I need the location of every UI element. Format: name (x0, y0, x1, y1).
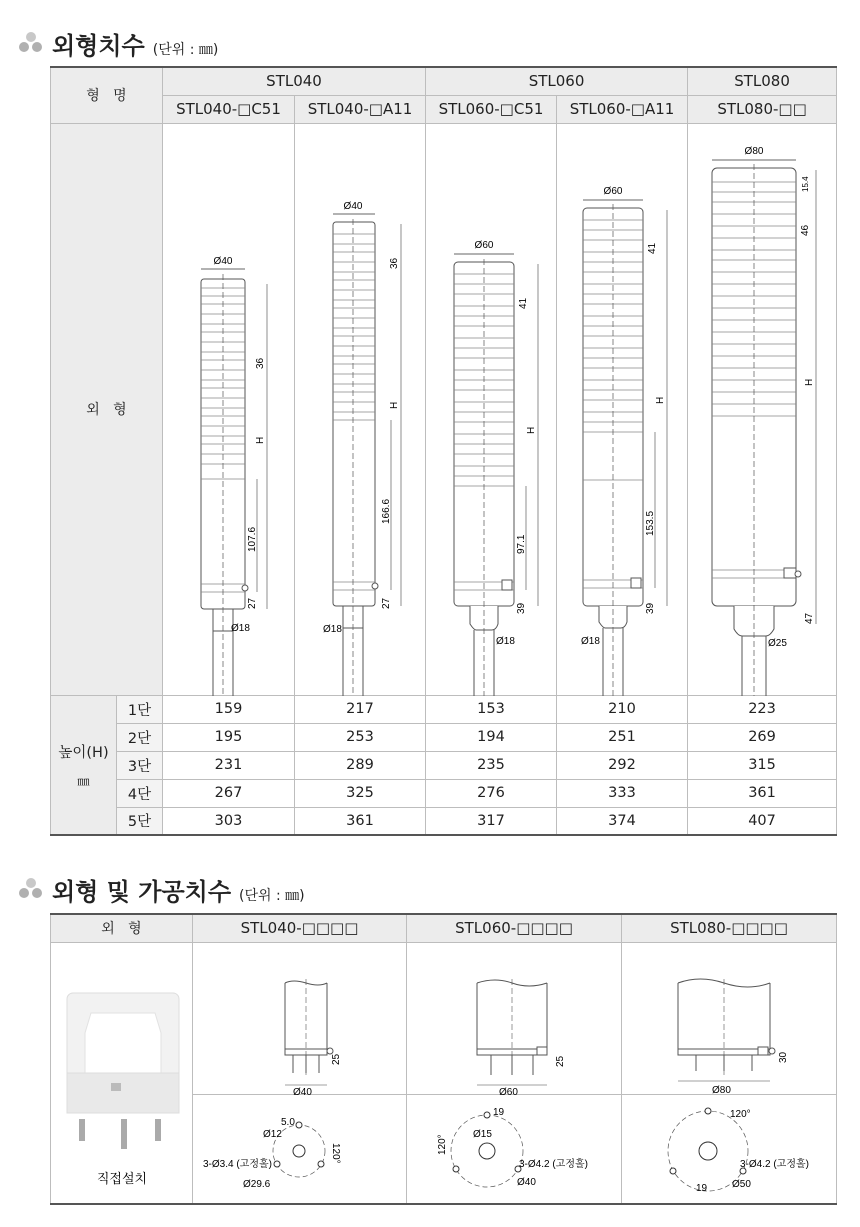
height-cell: 315 (688, 751, 837, 779)
height-cell: 361 (688, 779, 837, 807)
height-label: 높이(H) ㎜ (51, 695, 117, 835)
svg-text:39: 39 (645, 602, 657, 614)
dim-h: H (255, 436, 266, 444)
svg-text:Ø15: Ø15 (473, 1128, 492, 1140)
svg-text:25: 25 (331, 1053, 342, 1065)
dim-base: 27 (247, 597, 258, 609)
model-stl080: STL080-□□ (688, 95, 837, 123)
dim-body: 107.6 (247, 526, 258, 552)
drawing-stl060-a11 (557, 123, 688, 695)
model2-stl060: STL060-□□□□ (407, 914, 622, 942)
svg-text:3-Ø4.2 (고정홀): 3-Ø4.2 (고정홀) (519, 1158, 588, 1170)
section2-title (18, 872, 305, 907)
svg-text:Ø40: Ø40 (293, 1086, 312, 1095)
svg-text:19: 19 (493, 1106, 505, 1118)
svg-text:Ø40: Ø40 (517, 1176, 536, 1188)
model2-stl040: STL040-□□□□ (193, 914, 407, 942)
height-cell: 317 (426, 807, 557, 835)
svg-text:97.1: 97.1 (516, 534, 528, 554)
side-view-stl040 (193, 942, 407, 1094)
svg-text:166.6: 166.6 (381, 498, 392, 524)
svg-text:H: H (389, 401, 400, 409)
height-cell: 361 (295, 807, 426, 835)
side-view-stl080 (622, 942, 837, 1094)
mounting-table (50, 913, 837, 1205)
svg-text:120°: 120° (330, 1142, 341, 1164)
hole-view-stl040 (193, 1094, 407, 1204)
dim-foot: Ø18 (231, 622, 250, 634)
height-cell: 210 (557, 695, 688, 723)
height-cell: 276 (426, 779, 557, 807)
model-stl060-c51: STL060-□C51 (426, 95, 557, 123)
height-cell: 217 (295, 695, 426, 723)
svg-text:H: H (526, 426, 538, 434)
svg-text:Ø40: Ø40 (343, 200, 363, 212)
bullet-dots-icon (18, 32, 44, 54)
height-cell: 325 (295, 779, 426, 807)
tier-1: 1단 (117, 695, 163, 723)
model-label: 형 명 (51, 67, 163, 123)
svg-text:15.4: 15.4 (801, 175, 811, 192)
svg-text:Ø12: Ø12 (263, 1128, 282, 1140)
height-cell: 374 (557, 807, 688, 835)
svg-text:Ø18: Ø18 (581, 635, 600, 647)
svg-text:46: 46 (800, 224, 812, 236)
svg-text:36: 36 (389, 257, 400, 269)
dimension-table (50, 66, 837, 836)
height-cell: 289 (295, 751, 426, 779)
svg-text:Ø60: Ø60 (474, 239, 494, 251)
height-cell: 194 (426, 723, 557, 751)
group-stl040: STL040 (163, 67, 426, 95)
svg-text:Ø18: Ø18 (496, 635, 515, 647)
height-cell: 195 (163, 723, 295, 751)
bullet-dots-icon (18, 878, 44, 900)
height-cell: 267 (163, 779, 295, 807)
model-stl040-a11: STL040-□A11 (295, 95, 426, 123)
model2-stl080: STL080-□□□□ (622, 914, 837, 942)
product-photo-cell (51, 942, 193, 1204)
hole-view-stl060 (407, 1094, 622, 1204)
hole-view-stl080 (622, 1094, 837, 1204)
svg-text:25: 25 (555, 1055, 566, 1067)
svg-text:41: 41 (647, 242, 659, 254)
height-cell: 223 (688, 695, 837, 723)
svg-text:47: 47 (804, 612, 816, 624)
svg-text:41: 41 (518, 297, 530, 309)
drawing-stl060-c51 (426, 123, 557, 695)
svg-text:Ø25: Ø25 (768, 637, 787, 649)
side-view-stl060 (407, 942, 622, 1094)
dim-seg: 36 (255, 357, 266, 369)
svg-text:153.5: 153.5 (645, 510, 657, 536)
height-cell: 159 (163, 695, 295, 723)
group-stl060: STL060 (426, 67, 688, 95)
tier-2: 2단 (117, 723, 163, 751)
section1-title (18, 26, 218, 61)
height-cell: 333 (557, 779, 688, 807)
svg-text:H: H (804, 378, 816, 386)
drawing-stl040-a11 (295, 123, 426, 695)
height-cell: 253 (295, 723, 426, 751)
model-stl060-a11: STL060-□A11 (557, 95, 688, 123)
svg-text:Ø18: Ø18 (323, 623, 342, 635)
svg-text:27: 27 (381, 597, 392, 609)
tier-5: 5단 (117, 807, 163, 835)
section1-heading: 외형치수 (52, 32, 145, 60)
install-label: 직접설치 (96, 1171, 148, 1187)
tier-4: 4단 (117, 779, 163, 807)
height-cell: 303 (163, 807, 295, 835)
svg-text:5.0: 5.0 (281, 1116, 295, 1128)
svg-text:Ø29.6: Ø29.6 (243, 1178, 271, 1190)
svg-text:120°: 120° (437, 1133, 448, 1155)
svg-text:19: 19 (696, 1182, 708, 1194)
shape-label: 외 형 (51, 123, 163, 695)
group-stl080: STL080 (688, 67, 837, 95)
shape-label-2: 외 형 (51, 914, 193, 942)
svg-text:Ø60: Ø60 (603, 185, 623, 197)
svg-text:3-Ø4.2 (고정홀): 3-Ø4.2 (고정홀) (740, 1158, 809, 1170)
svg-text:39: 39 (516, 602, 528, 614)
model-stl040-c51: STL040-□C51 (163, 95, 295, 123)
tier-3: 3단 (117, 751, 163, 779)
height-cell: 153 (426, 695, 557, 723)
svg-text:H: H (655, 396, 667, 404)
svg-text:Ø80: Ø80 (744, 145, 764, 157)
svg-text:Ø80: Ø80 (712, 1084, 731, 1095)
svg-text:30: 30 (778, 1051, 789, 1063)
svg-text:120°: 120° (730, 1108, 751, 1120)
section2-unit: (단위 : ㎜) (239, 888, 305, 904)
svg-text:3-Ø3.4 (고정홀): 3-Ø3.4 (고정홀) (203, 1158, 272, 1170)
section1-unit: (단위 : ㎜) (152, 42, 219, 58)
height-cell: 269 (688, 723, 837, 751)
drawing-stl040-c51 (163, 123, 295, 695)
height-cell: 407 (688, 807, 837, 835)
svg-text:Ø50: Ø50 (732, 1178, 751, 1190)
height-cell: 231 (163, 751, 295, 779)
drawing-stl080 (688, 123, 837, 695)
height-cell: 292 (557, 751, 688, 779)
height-cell: 235 (426, 751, 557, 779)
dim-diameter: Ø40 (213, 255, 233, 267)
height-cell: 251 (557, 723, 688, 751)
section2-heading: 외형 및 가공치수 (52, 878, 231, 906)
svg-text:Ø60: Ø60 (499, 1086, 518, 1095)
